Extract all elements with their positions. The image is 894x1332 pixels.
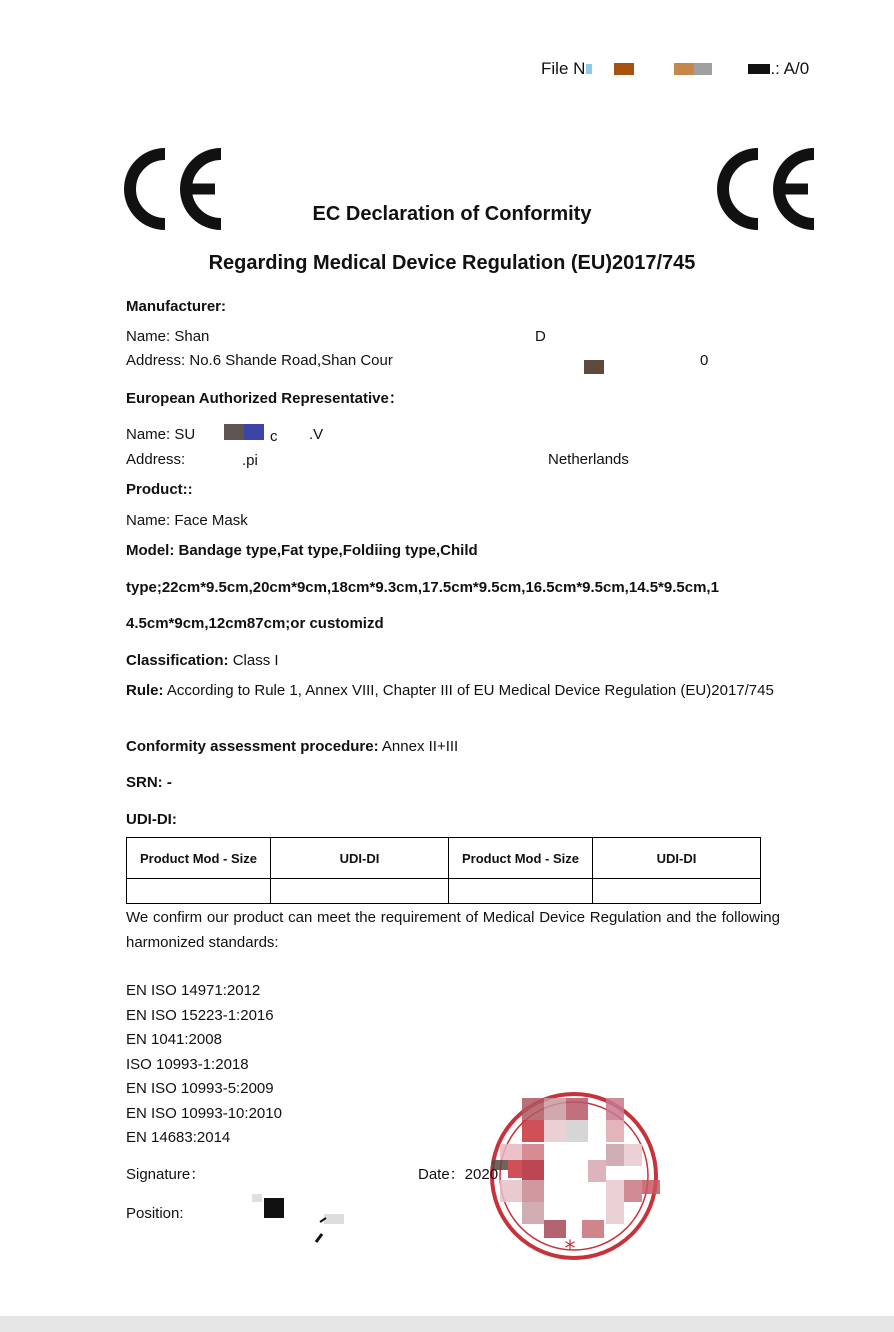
rule-label: Rule: bbox=[126, 682, 164, 699]
signature-label: Signature： bbox=[126, 1166, 206, 1183]
rule-value: According to Rule 1, Annex VIII, Chapter III of EU Medical Device Regulation (EU)2017/745 bbox=[163, 682, 774, 699]
manufacturer-name-tail: D bbox=[535, 328, 546, 345]
product-model-line2: type;22cm*9.5cm,20cm*9cm,18cm*9.3cm,17.5cm*9.5cm,16.5cm*9.5cm,14.5*9.5cm,1 bbox=[126, 579, 719, 596]
representative-address-label: Address: bbox=[126, 451, 186, 468]
company-stamp-seal bbox=[478, 1084, 668, 1268]
page-title: EC Declaration of Conformity bbox=[312, 203, 592, 225]
table-cell bbox=[593, 879, 761, 904]
page-subtitle: Regarding Medical Device Regulation (EU)2017/745 bbox=[208, 252, 696, 274]
standard-item: EN 1041:2008 bbox=[126, 1031, 222, 1048]
standard-item: EN ISO 10993-10:2010 bbox=[126, 1104, 282, 1122]
conformity-procedure bbox=[126, 738, 458, 756]
file-number-prefix: File N bbox=[541, 58, 586, 78]
standard-item: EN ISO 10993-5:2009 bbox=[126, 1080, 274, 1097]
product-heading: Product:: bbox=[126, 481, 193, 498]
redaction-block bbox=[674, 63, 694, 75]
table-header-cell: Product Mod - Size bbox=[127, 838, 271, 879]
redaction-block bbox=[694, 63, 712, 75]
position-label: Position: bbox=[126, 1205, 184, 1222]
table-header-cell: UDI-DI bbox=[271, 838, 449, 879]
representative-address-tail: Netherlands bbox=[548, 451, 629, 468]
representative-name-tail: .V bbox=[309, 426, 324, 443]
file-number-suffix: .: A/0 bbox=[770, 58, 810, 78]
representative-name-label: Name: SU bbox=[126, 426, 196, 443]
manufacturer-heading: Manufacturer: bbox=[126, 298, 227, 315]
classification-value: Class I bbox=[228, 652, 279, 669]
representative-name-mid: c bbox=[270, 428, 278, 445]
table-cell bbox=[271, 879, 449, 904]
handwritten-signature bbox=[244, 1188, 354, 1246]
standard-item: EN ISO 14971:2012 bbox=[126, 982, 261, 999]
udi-table bbox=[126, 837, 761, 904]
product-name: Name: Face Mask bbox=[126, 512, 248, 529]
product-model-line3: 4.5cm*9cm,12cm87cm;or customizd bbox=[126, 615, 384, 632]
table-cell bbox=[127, 879, 271, 904]
manufacturer-address-tail: 0 bbox=[700, 352, 709, 369]
representative-address-mid: .pi bbox=[242, 452, 258, 469]
file-number bbox=[541, 58, 809, 79]
svg-text:*: * bbox=[564, 1237, 576, 1262]
conformity-value: Annex II+III bbox=[378, 738, 459, 755]
redaction-block bbox=[614, 63, 634, 75]
table-row bbox=[127, 879, 761, 904]
table-header-cell: UDI-DI bbox=[593, 838, 761, 879]
redaction-block bbox=[224, 424, 244, 440]
srn: SRN: - bbox=[126, 774, 172, 791]
manufacturer-address-label: Address: No.6 Shande Road,Shan Cour bbox=[126, 352, 393, 369]
table-cell bbox=[449, 879, 593, 904]
date-label: Date：2020 bbox=[418, 1166, 499, 1183]
udi-label: UDI-DI: bbox=[126, 811, 177, 828]
standard-item: ISO 10993-1:2018 bbox=[126, 1055, 249, 1073]
page-bottom-bar bbox=[0, 1316, 894, 1332]
redaction-block bbox=[244, 424, 264, 440]
standards-list bbox=[126, 979, 282, 1151]
standard-item: EN 14683:2014 bbox=[126, 1129, 231, 1146]
classification-label: Classification: bbox=[126, 652, 229, 669]
confirm-text: We confirm our product can meet the requirement of Medical Device Regulation and the following harmonized standards: bbox=[126, 909, 780, 951]
conformity-label: Conformity assessment procedure: bbox=[126, 738, 379, 755]
standard-item: EN ISO 15223-1:2016 bbox=[126, 1006, 274, 1024]
redaction-block bbox=[748, 64, 770, 74]
rule bbox=[126, 679, 780, 703]
table-header-row bbox=[127, 838, 761, 879]
product-model-line1: Model: Bandage type,Fat type,Foldiing type,Child bbox=[126, 542, 478, 559]
redaction-block bbox=[584, 360, 604, 374]
redaction-block bbox=[586, 64, 592, 74]
classification bbox=[126, 652, 279, 670]
representative-heading: European Authorized Representative： bbox=[126, 390, 404, 407]
table-header-cell: Product Mod - Size bbox=[449, 838, 593, 879]
manufacturer-name-label: Name: Shan bbox=[126, 328, 210, 345]
